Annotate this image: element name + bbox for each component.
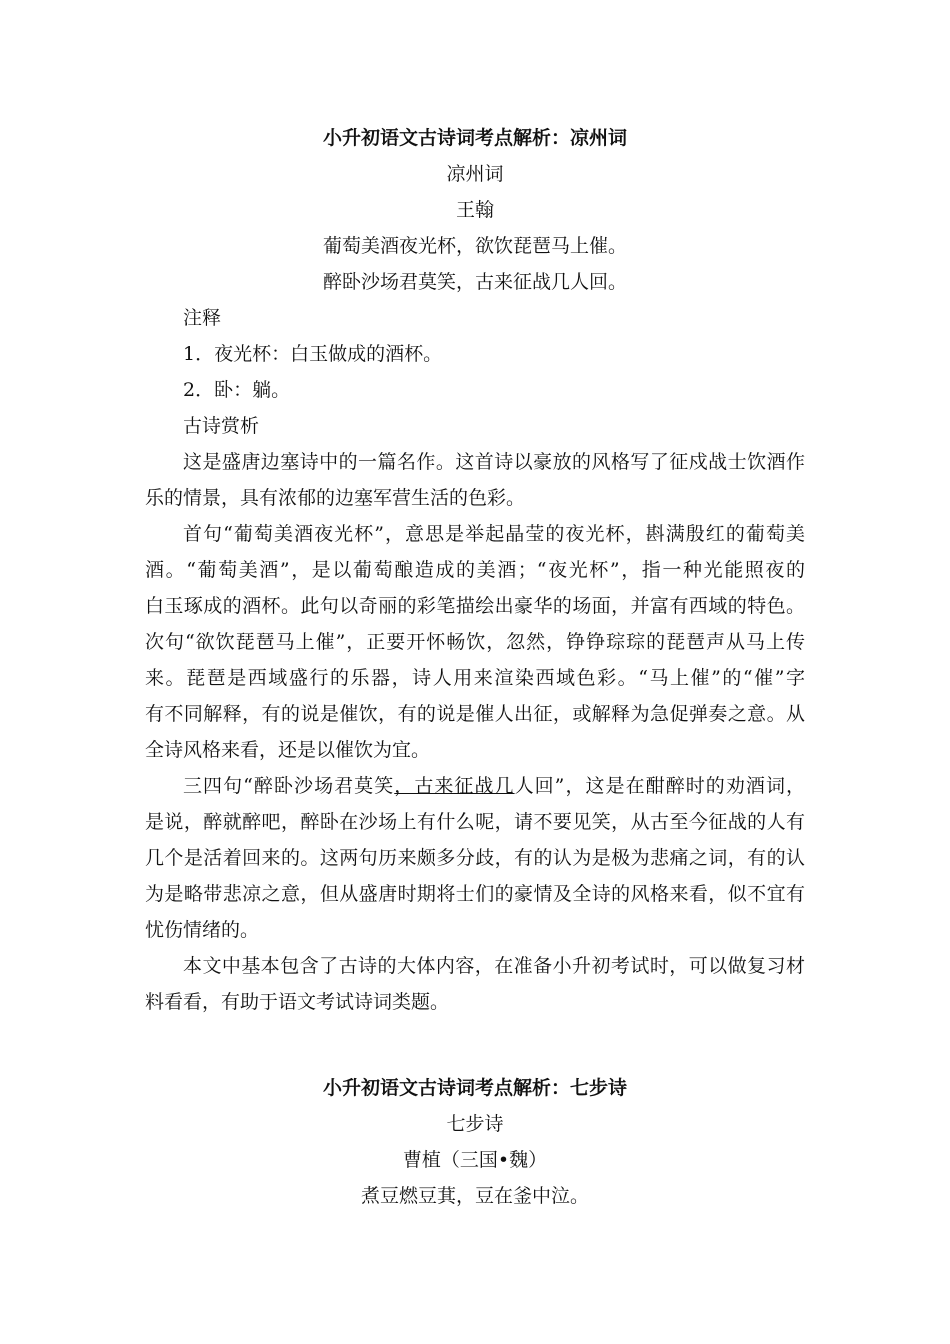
paragraph-1-line: 乐的情景，具有浓郁的边塞军营生活的色彩。 [145, 487, 526, 509]
paragraph-1-line: 这是盛唐边塞诗中的一篇名作。这首诗以豪放的风格写了征戍战士饮酒作 [183, 451, 805, 473]
paragraph-2-line: 来。琵琶是西域盛行的乐器，诗人用来渲染西域色彩。“马上催”的“催”字 [145, 667, 805, 689]
paragraph-2-line: 白玉琢成的酒杯。此句以奇丽的彩笔描绘出豪华的场面，并富有西域的特色。 [145, 595, 805, 617]
poem-1-verse-2: 醉卧沙场君莫笑，古来征战几人回。 [322, 271, 627, 293]
poem-2-verse-1: 煮豆燃豆萁，豆在釜中泣。 [360, 1185, 589, 1207]
paragraph-2-line: 次句“欲饮琵琶马上催”，正要开怀畅饮，忽然，铮铮琮琮的琵琶声从马上传 [145, 631, 805, 653]
poem-1-title: 凉州词 [446, 163, 504, 185]
section-1-title: 小升初语文古诗词考点解析：凉州词 [322, 127, 627, 149]
note-2: 2．卧：躺。 [183, 379, 291, 401]
note-1: 1．夜光杯：白玉做成的酒杯。 [183, 343, 443, 365]
notes-heading: 注释 [183, 307, 222, 329]
poem-2-author: 曹植（三国•魏） [402, 1149, 548, 1171]
paragraph-3-text: 三四句“醉卧沙场君莫笑 [183, 775, 395, 797]
poem-1-verse-1: 葡萄美酒夜光杯，欲饮琵琶马上催。 [322, 235, 627, 257]
poem-1-author: 王翰 [455, 199, 494, 221]
paragraph-3-line: 为是略带悲凉之意，但从盛唐时期将士们的豪情及全诗的风格来看，似不宜有 [145, 883, 805, 905]
paragraph-3-line: 是说，醉就醉吧，醉卧在沙场上有什么呢，请不要见笑，从古至今征战的人有 [145, 811, 805, 833]
analysis-heading: 古诗赏析 [183, 415, 260, 437]
paragraph-4-line: 料看看，有助于语文考试诗词类题。 [145, 991, 450, 1013]
paragraph-2-line: 首句“葡萄美酒夜光杯”，意思是举起晶莹的夜光杯，斟满殷红的葡萄美 [183, 523, 805, 545]
paragraph-3-text: 人回”，这是在酣醉时的劝酒词， [514, 775, 805, 797]
paragraph-2-line: 有不同解释，有的说是催饮，有的说是催人出征，或解释为急促弹奏之意。从 [145, 703, 805, 725]
paragraph-3-line: 几个是活着回来的。这两句历来颇多分歧，有的认为是极为悲痛之词，有的认 [145, 847, 805, 869]
paragraph-3-first-line [183, 774, 805, 798]
paragraph-4-line: 本文中基本包含了古诗的大体内容，在准备小升初考试时，可以做复习材 [183, 955, 805, 977]
underlined-text: ，古来征战几 [394, 775, 515, 797]
paragraph-2-line: 全诗风格来看，还是以催饮为宜。 [145, 739, 431, 761]
paragraph-3-line: 忧伤情绪的。 [145, 919, 260, 941]
section-2-title: 小升初语文古诗词考点解析：七步诗 [322, 1077, 627, 1099]
poem-2-title: 七步诗 [446, 1113, 504, 1135]
paragraph-2-line: 酒。“葡萄美酒”，是以葡萄酿造成的美酒；“夜光杯”，指一种光能照夜的 [145, 559, 805, 581]
